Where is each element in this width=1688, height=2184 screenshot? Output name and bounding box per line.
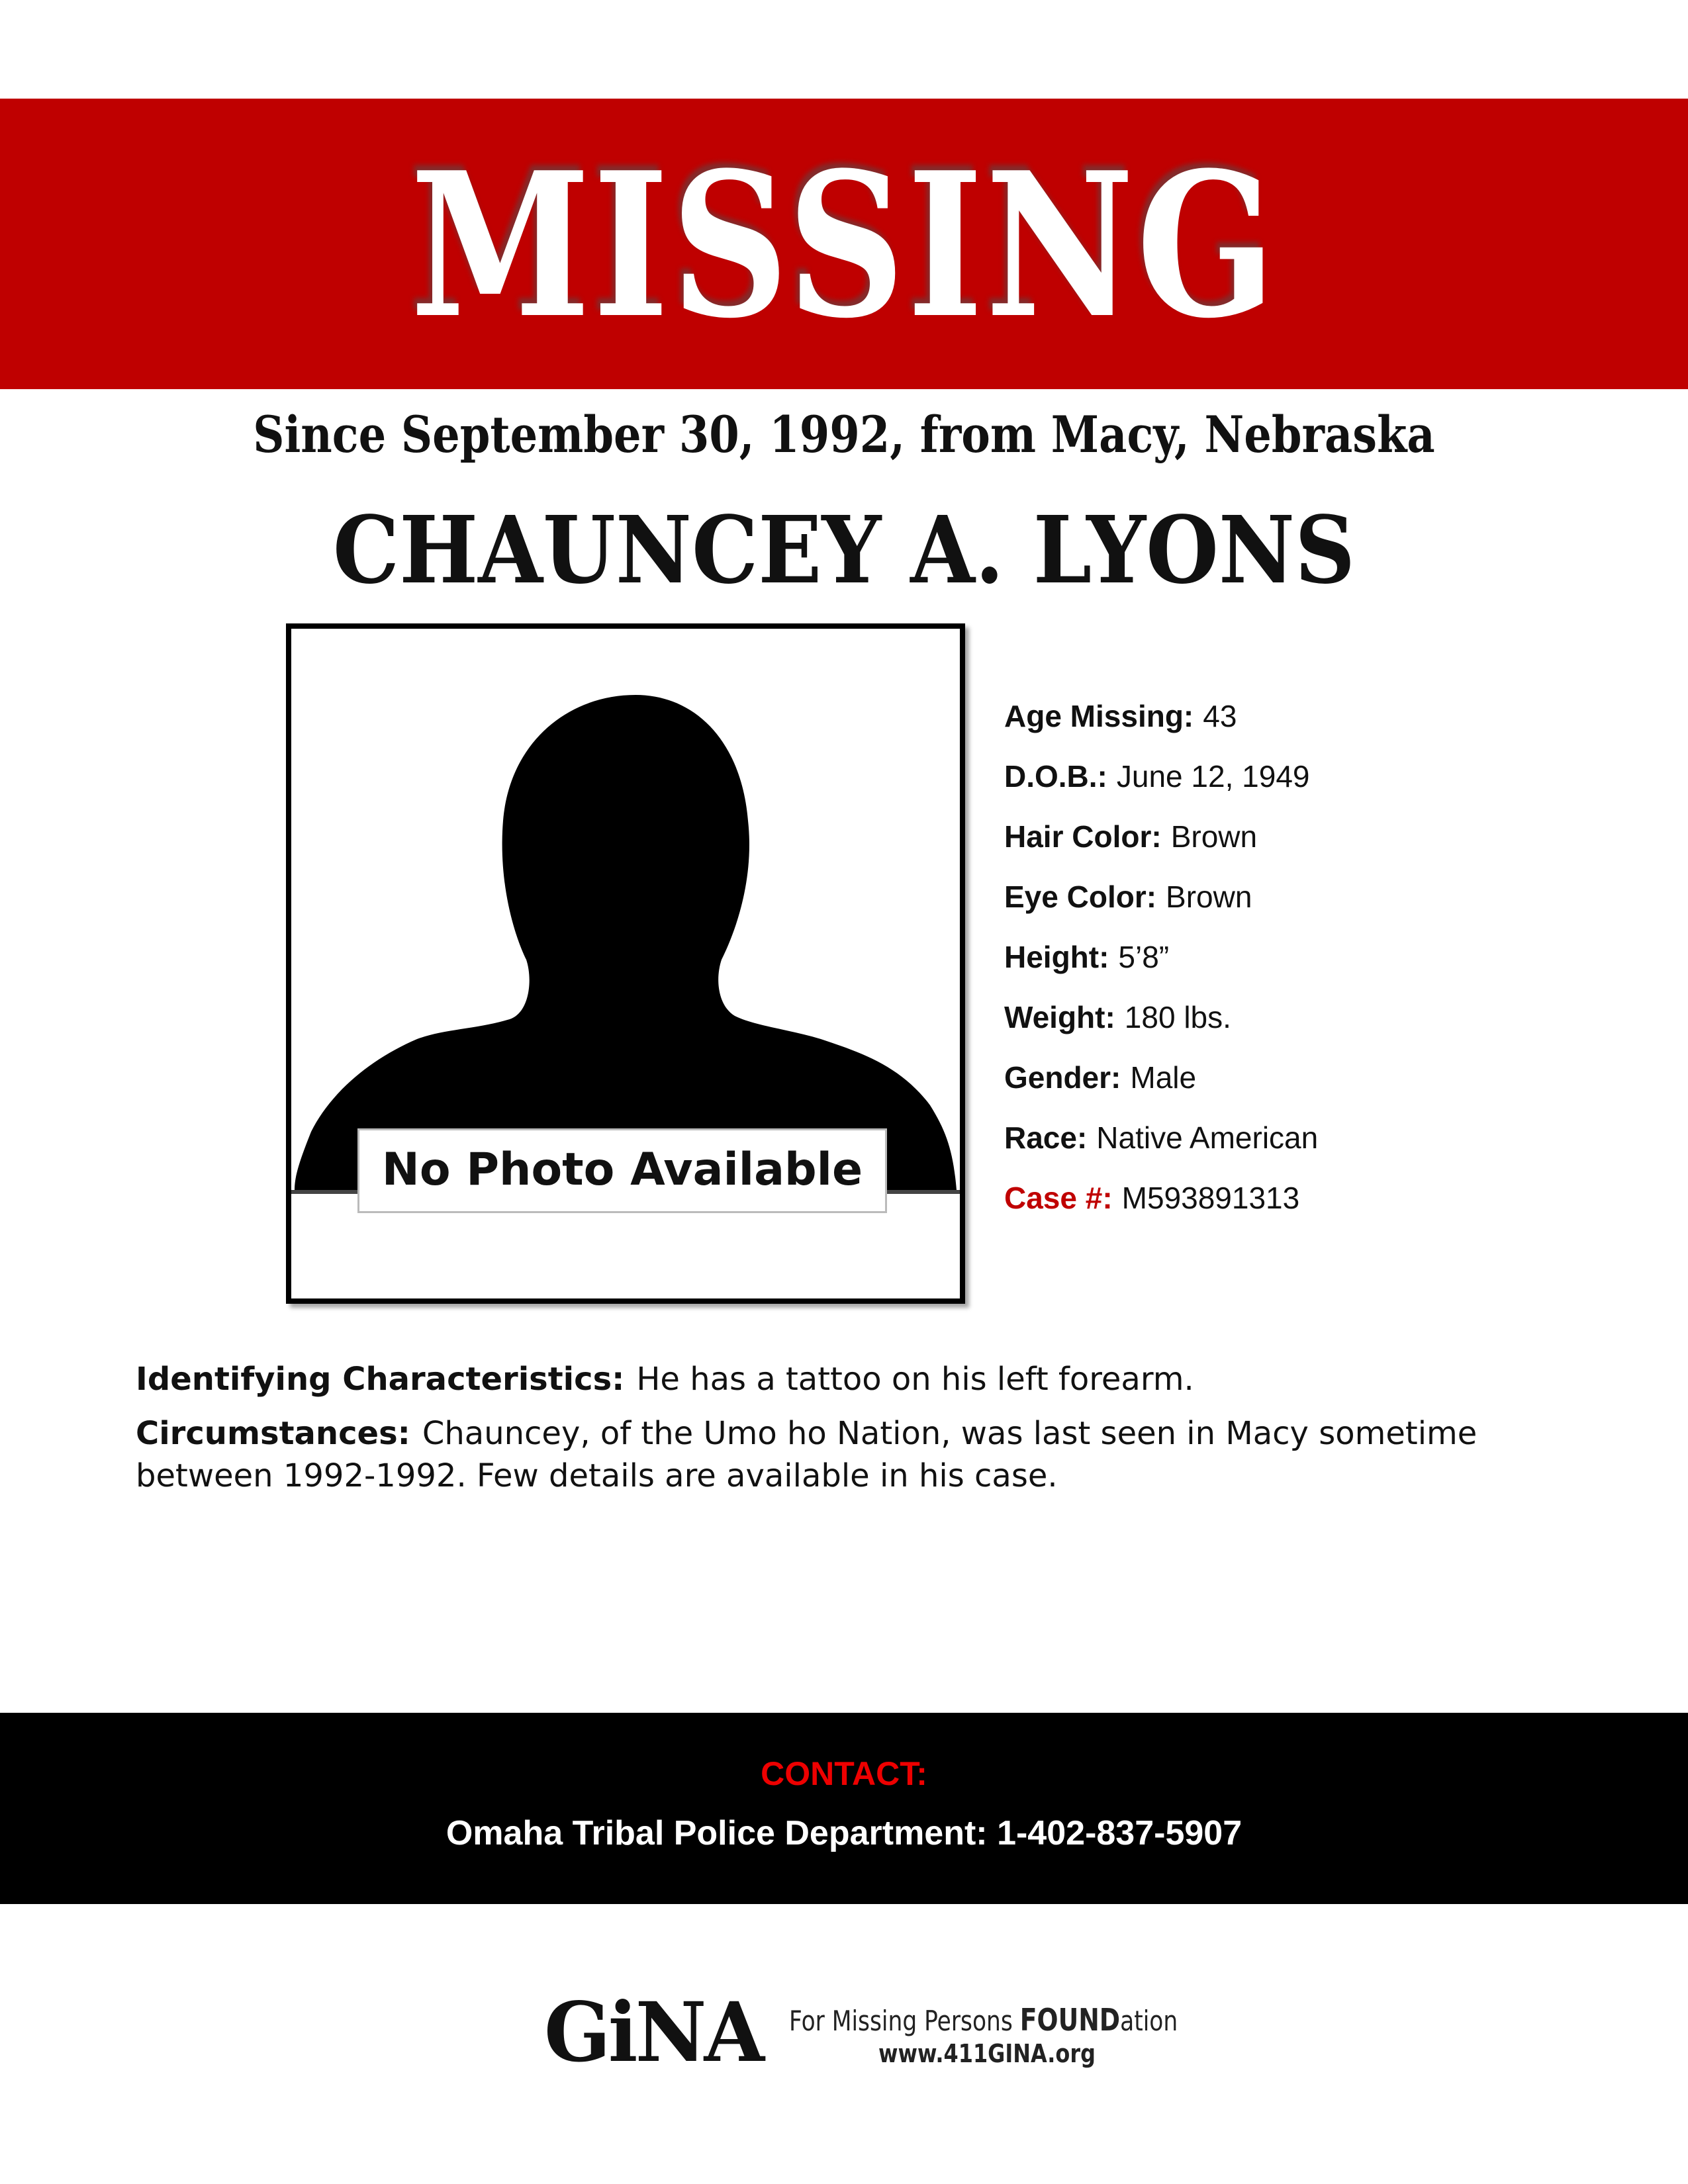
field-weight [1004,996,1600,1056]
field-value: 180 lbs. [1124,1000,1231,1034]
missing-since-subtitle: Since September 30, 1992, from Macy, Nebraska [253,405,1435,464]
field-value: 43 [1203,699,1237,733]
circumstances [136,1412,1566,1497]
contact-title: CONTACT: [761,1755,927,1792]
field-label: Eye Color: [1004,880,1157,914]
tagline-suffix: ation [1120,2005,1178,2037]
field-label: Age Missing: [1004,699,1194,733]
gina-logo-mark: GiNA [544,1985,763,2081]
field-race [1004,1116,1600,1177]
field-value: Male [1130,1060,1197,1095]
tagline-bold: FOUND [1019,2002,1121,2038]
identifying-characteristics [136,1358,1566,1400]
gina-tagline [789,2003,1178,2038]
field-label: D.O.B.: [1004,759,1107,794]
person-name: CHAUNCEY A. LYONS [332,496,1356,605]
gina-url: www.411GINA.org [878,2039,1096,2068]
contact-band [0,1713,1688,1904]
field-value: M593891313 [1121,1181,1300,1215]
circumstances-text-line1: Chauncey, of the Umo ho Nation, was last seen in Macy sometime [422,1415,1477,1452]
contact-phone-line: Omaha Tribal Police Department: 1-402-837-5907 [445,1814,1243,1852]
field-value: Native American [1096,1120,1319,1155]
field-label: Gender: [1004,1060,1121,1095]
field-label: Race: [1004,1120,1088,1155]
field-value: Brown [1170,819,1258,854]
field-label: Hair Color: [1004,819,1162,854]
field-hair-color [1004,815,1600,876]
field-value: Brown [1166,880,1252,914]
field-age-missing [1004,695,1600,755]
field-value: June 12, 1949 [1116,759,1310,794]
gina-foundation-logo [544,1985,1180,2081]
field-eye-color [1004,876,1600,936]
identifying-text: He has a tattoo on his left forearm. [636,1361,1194,1398]
field-gender [1004,1056,1600,1116]
field-label: Case #: [1004,1181,1113,1215]
field-label: Weight: [1004,1000,1115,1034]
person-details-list [1004,695,1600,1237]
field-value: 5’8” [1118,940,1170,974]
tagline-prefix: For Missing Persons [789,2005,1020,2037]
identifying-label: Identifying Characteristics: [136,1361,625,1398]
field-height [1004,936,1600,996]
circumstances-text-line2: between 1992-1992. Few details are available in his case. [136,1457,1058,1494]
field-dob [1004,755,1600,815]
circumstances-label: Circumstances: [136,1415,410,1452]
missing-banner [0,99,1688,389]
field-label: Height: [1004,940,1109,974]
no-photo-label: No Photo Available [357,1128,887,1213]
banner-title: MISSING [410,128,1278,362]
field-case-number [1004,1177,1600,1237]
photo-frame [286,623,965,1304]
